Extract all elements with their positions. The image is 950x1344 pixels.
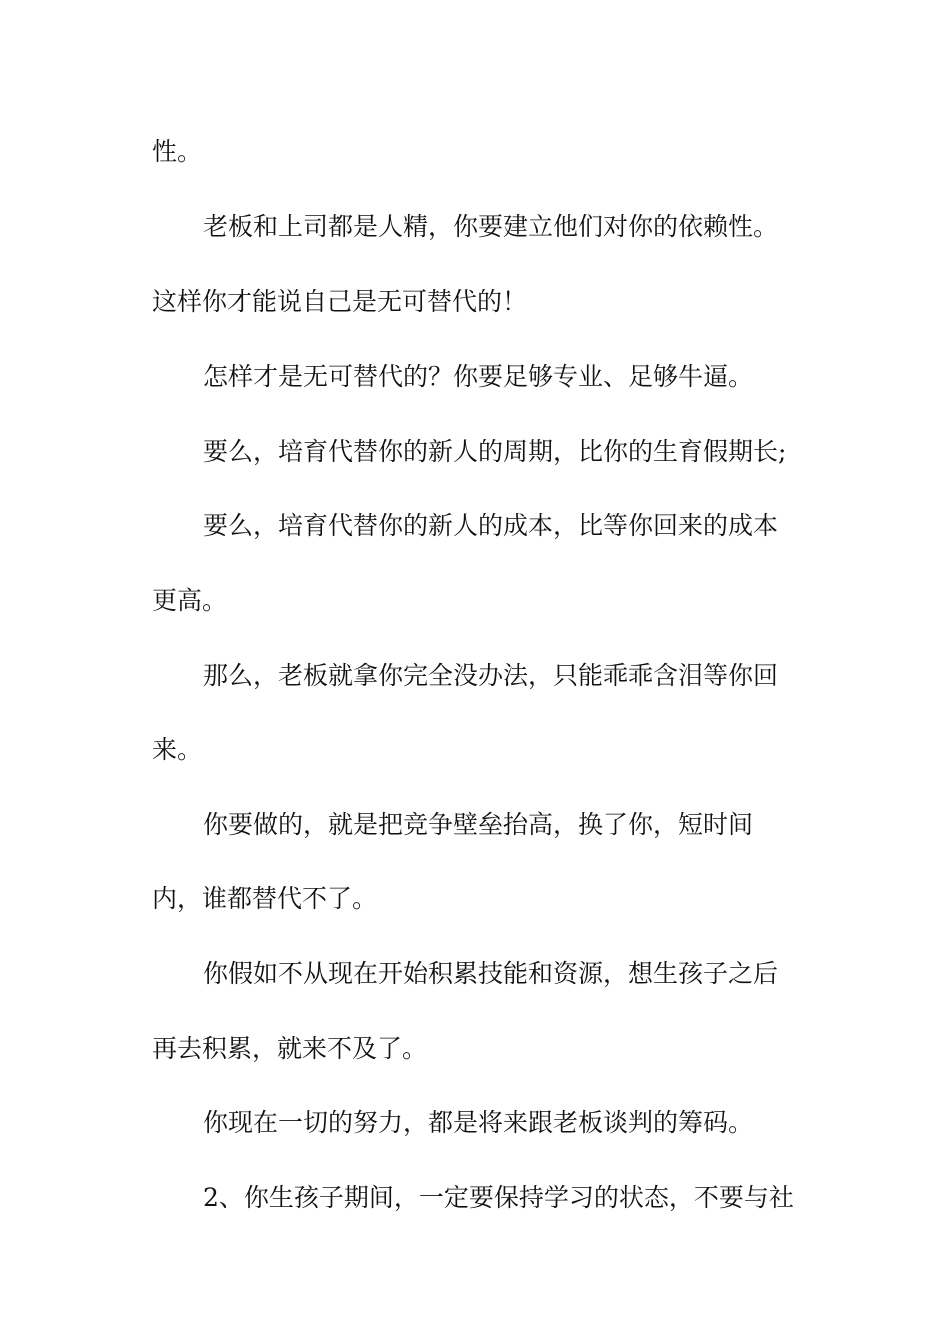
paragraph-line: 你要做的，就是把竞争壁垒抬高，换了你，短时间 [203, 810, 754, 839]
paragraph-line: 那么，老板就拿你完全没办法，只能乖乖含泪等你回 [203, 661, 779, 690]
text-line: 这样你才能说自己是无可替代的！ [152, 287, 528, 316]
text-line: 内，谁都替代不了。 [152, 884, 378, 913]
text-line: 性。 [152, 137, 203, 166]
paragraph-line: 要么，培育代替你的新人的成本，比等你回来的成本 [203, 511, 779, 540]
text-line: 来。 [152, 735, 203, 764]
paragraph-line: 2、你生孩子期间，一定要保持学习的状态，不要与社 [203, 1183, 794, 1212]
text-line: 更高。 [152, 586, 228, 615]
paragraph-line: 老板和上司都是人精，你要建立他们对你的依赖性。 [203, 212, 779, 241]
paragraph-line: 你假如不从现在开始积累技能和资源，想生孩子之后 [203, 959, 779, 988]
paragraph-line: 要么，培育代替你的新人的周期，比你的生育假期长; [203, 437, 787, 466]
paragraph-line: 怎样才是无可替代的？你要足够专业、足够牛逼。 [203, 362, 754, 391]
text-line: 再去积累，就来不及了。 [152, 1034, 428, 1063]
paragraph-line: 你现在一切的努力，都是将来跟老板谈判的筹码。 [203, 1108, 754, 1137]
